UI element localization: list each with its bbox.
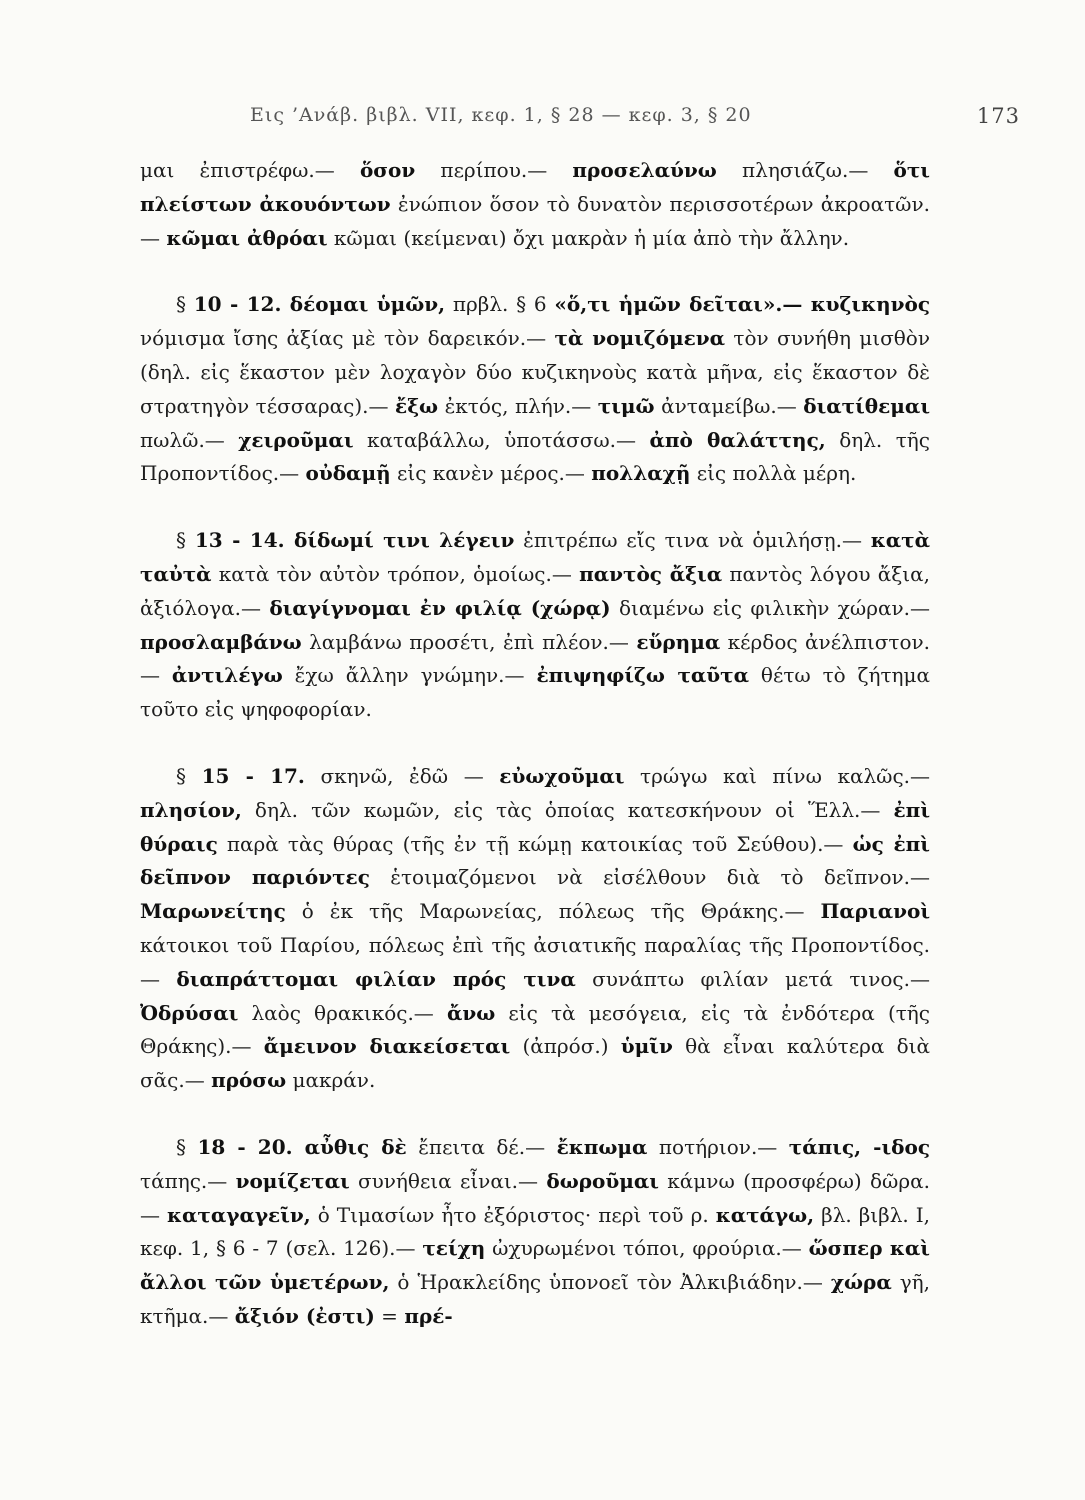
paragraph-section-15-17	[140, 760, 930, 1098]
gloss-text: γῆ, κτῆμα.—	[140, 1270, 930, 1328]
gloss-text: εἰς τὰ μεσόγεια, εἰς τὰ ἐνδότερα (τῆς Θράκης).—	[140, 1000, 930, 1059]
page-header	[250, 104, 1050, 144]
lemma-term: ὥσπερ καὶ ἄλλοι τῶν ὑμετέρων,	[140, 1236, 930, 1295]
lemma-term: πρόσω	[211, 1068, 287, 1093]
lemma-term: ἄμεινον διακείσεται	[263, 1034, 511, 1059]
gloss-text: συνήθεια εἶναι.—	[349, 1168, 547, 1193]
lemma-term: ἔκπωμα	[556, 1134, 648, 1159]
lemma-term: δωροῦμαι	[546, 1168, 659, 1193]
gloss-text: =	[374, 1303, 405, 1328]
gloss-text: βλ. βιβλ. I, κεφ. 1, § 6 - 7 (σελ. 126).—	[140, 1202, 930, 1261]
lemma-term: Μαρωνείτης	[140, 899, 286, 924]
gloss-text: ἀνταμείβω.—	[654, 393, 804, 418]
gloss-text: ὠχυρωμένοι τόποι, φρούρια.—	[485, 1236, 809, 1261]
lemma-term: Παριανοὶ	[820, 899, 930, 924]
paragraph-section-10-12	[140, 288, 930, 491]
lemma-term: «ὅ,τι ἡμῶν δεῖται».— κυζικηνὸς	[554, 292, 931, 317]
gloss-text: κάτοικοι τοῦ Παρίου, πόλεως ἐπὶ τῆς ἀσιατικῆς παραλίας τῆς Προποντίδος.—	[140, 932, 930, 991]
lemma-term: ἀντιλέγω	[171, 663, 283, 688]
running-head: Εις ’Ανάβ. βιβλ. VII, κεφ. 1, § 28 — κεφ. 3, § 20	[250, 104, 752, 126]
lemma-term: τείχη	[422, 1236, 486, 1261]
gloss-text: §	[176, 1134, 198, 1159]
gloss-text: §	[176, 292, 194, 317]
lemma-term: παντὸς ἄξια	[579, 561, 723, 586]
lemma-term: 15 - 17.	[201, 763, 305, 788]
gloss-text: δηλ. τῶν κωμῶν, εἰς τὰς ὁποίας κατεσκήνουν οἱ Ἕλλ.—	[241, 797, 894, 822]
lemma-term: 18 - 20. αὖθις δὲ	[197, 1134, 407, 1159]
gloss-text: ἐνώπιον ὅσον τὸ δυνατὸν περισσοτέρων ἀκροατῶν.—	[140, 191, 930, 250]
gloss-text: θὰ εἶναι καλύτερα διὰ σᾶς.—	[140, 1034, 930, 1093]
gloss-text: ἐκτός, πλήν.—	[438, 393, 598, 418]
lemma-term: ἐπὶ θύραις	[140, 797, 930, 856]
gloss-text: λαὸς θρακικός.—	[238, 1000, 447, 1025]
lemma-term: κατάγω,	[715, 1202, 815, 1227]
gloss-text: κῶμαι (κείμεναι) ὄχι μακρὰν ἡ μία ἀπὸ τὴν ἄλλην.	[327, 225, 850, 250]
gloss-text: καταβάλλω, ὑποτάσσω.—	[353, 427, 650, 452]
lemma-term: ὡς ἐπὶ δεῖπνον παριόντες	[140, 831, 930, 890]
gloss-text: δηλ. τῆς Προποντίδος.—	[140, 427, 930, 486]
lemma-term: εὕρημα	[636, 629, 721, 654]
lemma-term: εὐωχοῦμαι	[499, 763, 625, 788]
gloss-text: λαμβάνω προσέτι, ἐπὶ πλέον.—	[301, 629, 637, 654]
lemma-term: προσελαύνω	[572, 158, 717, 182]
gloss-text: τάπης.—	[140, 1168, 236, 1193]
lemma-term: χειροῦμαι	[238, 427, 354, 452]
lemma-term: χώρα	[830, 1270, 892, 1295]
gloss-text: σκηνῶ, ἐδῶ —	[304, 763, 500, 788]
lemma-term: ἔξω	[395, 393, 439, 418]
gloss-text: κάμνω (προσφέρω) δῶρα.—	[140, 1168, 930, 1227]
lemma-term: ἀπὸ θαλάττης,	[649, 427, 826, 452]
gloss-text: ἔπειτα δέ.—	[406, 1134, 557, 1159]
gloss-text: τὸν συνήθη μισθὸν (δηλ. εἰς ἕκαστον μὲν λοχαγὸν δύο κυζικηνοὺς κατὰ μῆνα, εἰς ἕκαστον δὲ στρατηγὸν τέσσαρας).—	[140, 326, 931, 418]
lemma-term: τάπις, -ιδος	[788, 1134, 931, 1159]
gloss-text: κέρδος ἀνέλπιστον.—	[140, 629, 930, 688]
lemma-term: καταγαγεῖν,	[167, 1202, 311, 1227]
gloss-text: μακράν.	[286, 1068, 376, 1093]
gloss-text: τρώγω καὶ πίνω καλῶς.—	[624, 763, 931, 788]
lemma-term: τιμῶ	[597, 393, 655, 418]
lemma-term: οὐδαμῇ	[305, 461, 391, 486]
commentary-body	[140, 154, 930, 1334]
gloss-text: ἐπιτρέπω εἴς τινα νὰ ὁμιλήσῃ.—	[514, 528, 871, 553]
gloss-text: κατὰ τὸν αὐτὸν τρόπον, ὁμοίως.—	[211, 561, 580, 586]
paragraph-continuation	[140, 154, 930, 255]
lemma-term: ἄνω	[446, 1000, 496, 1025]
gloss-text: ποτήριον.—	[647, 1134, 789, 1159]
gloss-text: πωλῶ.—	[140, 427, 239, 452]
gloss-text: νόμισμα ἴσης ἀξίας μὲ τὸν δαρεικόν.—	[140, 326, 555, 351]
paragraph-section-18-20	[140, 1131, 930, 1334]
gloss-text: ὁ Ἡρακλείδης ὑπονοεῖ τὸν Ἀλκιβιάδην.—	[389, 1270, 831, 1295]
gloss-text: μαι ἐπιστρέφω.—	[140, 158, 360, 182]
gloss-text: (ἀπρόσ.)	[510, 1034, 621, 1059]
lemma-term: ἄξιόν (ἐστι)	[234, 1303, 375, 1328]
gloss-text: ὁ ἐκ τῆς Μαρωνείας, πόλεως τῆς Θράκης.—	[285, 899, 821, 924]
gloss-text: §	[176, 528, 195, 553]
lemma-term: ὅσον	[359, 158, 416, 182]
lemma-term: ἐπιψηφίζω ταῦτα	[536, 663, 750, 688]
lemma-term: ὅτι πλείστων ἀκουόντων	[140, 158, 930, 216]
lemma-term: Ὀδρύσαι	[140, 1000, 239, 1025]
gloss-text: εἰς κανὲν μέρος.—	[390, 461, 592, 486]
lemma-term: πρέ-	[404, 1303, 453, 1328]
gloss-text: ἔχω ἄλλην γνώμην.—	[282, 663, 537, 688]
lemma-term: νομίζεται	[235, 1168, 350, 1193]
gloss-text: διαμένω εἰς φιλικὴν χώραν.—	[610, 595, 930, 620]
gloss-text: εἰς πολλὰ μέρη.	[690, 461, 857, 486]
gloss-text: συνάπτω φιλίαν μετά τινος.—	[575, 966, 930, 991]
gloss-text: περίπου.—	[415, 158, 573, 182]
lemma-term: πλησίον,	[140, 797, 242, 822]
lemma-term: 10 - 12. δέομαι ὑμῶν,	[193, 292, 446, 317]
lemma-term: κατὰ ταὐτὰ	[140, 528, 931, 586]
paragraph-section-13-14	[140, 524, 930, 727]
lemma-term: κῶμαι ἀθρόαι	[166, 225, 328, 250]
gloss-text: ὁ Τιμασίων ἦτο ἐξόριστος· περὶ τοῦ ρ.	[310, 1202, 716, 1227]
lemma-term: διατίθεμαι	[803, 393, 930, 418]
lemma-term: διαγίγνομαι ἐν φιλίᾳ (χώρᾳ)	[269, 595, 611, 620]
page-number: 173	[976, 104, 1020, 128]
gloss-text: §	[176, 763, 202, 788]
gloss-text: παρὰ τὰς θύρας (τῆς ἐν τῇ κώμῃ κατοικίας τοῦ Σεύθου).—	[217, 831, 853, 856]
gloss-text: παντὸς λόγου ἄξια, ἀξιόλογα.—	[140, 561, 931, 620]
gloss-text: ἑτοιμαζόμενοι νὰ εἰσέλθουν διὰ τὸ δεῖπνον.—	[369, 865, 930, 890]
lemma-term: διαπράττομαι φιλίαν πρός τινα	[176, 966, 576, 991]
gloss-text: θέτω τὸ ζήτημα τοῦτο εἰς ψηφοφορίαν.	[140, 663, 930, 722]
gloss-text: πρβλ. § 6	[445, 292, 555, 317]
lemma-term: τὰ νομιζόμενα	[554, 326, 726, 351]
lemma-term: πολλαχῇ	[591, 461, 691, 486]
lemma-term: ὑμῖν	[620, 1034, 673, 1059]
lemma-term: προσλαμβάνω	[140, 629, 302, 654]
lemma-term: 13 - 14. δίδωμί τινι λέγειν	[194, 528, 515, 553]
gloss-text: πλησιάζω.—	[716, 158, 894, 182]
